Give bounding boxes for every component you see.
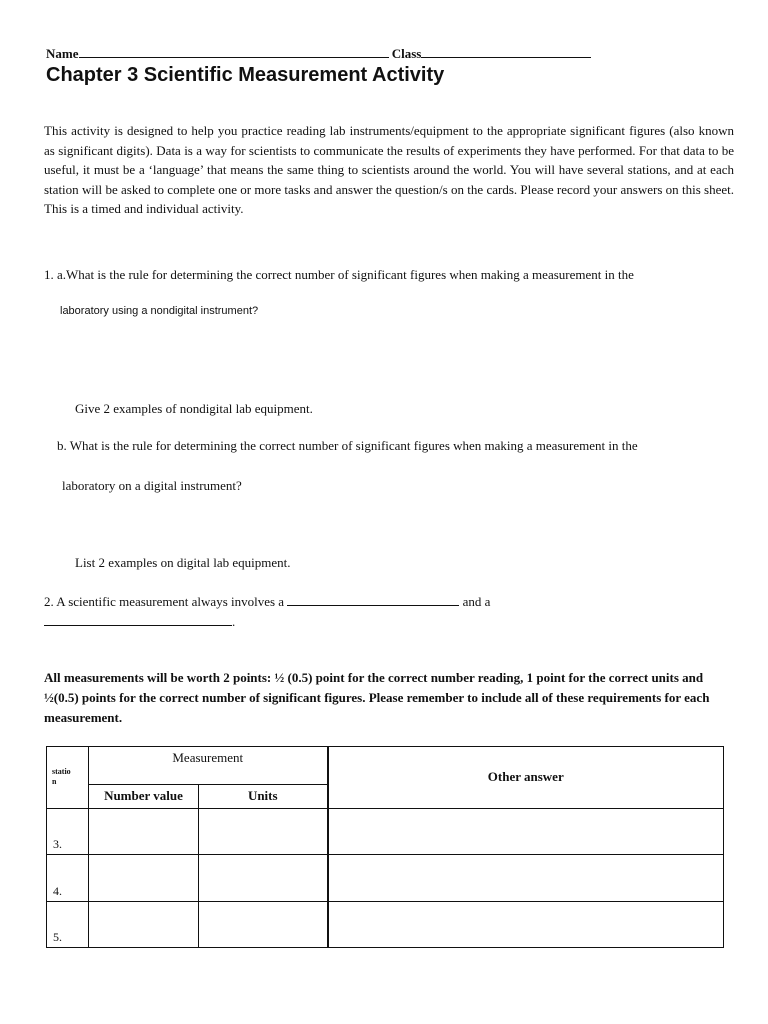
other-answer-header: Other answer [328,747,724,809]
question-1a: 1. a.What is the rule for determining the correct number of significant figures when making a measurement in the [44,267,634,282]
name-label: Name [46,46,79,61]
number-value-cell[interactable] [89,808,199,854]
question-1a-continued: laboratory using a nondigital instrument? [60,305,259,317]
station-cell: 3. [47,808,89,854]
station-header-text: station [52,767,71,787]
question-2-text: 2. A scientific measurement always involves a [44,594,285,609]
intro-paragraph: This activity is designed to help you practice reading lab instruments/equipment to the appropriate significant figures (also known as significant digits). Data is a way for scientists to communicate the results of experiments they have performed. For that data to be useful, it must be a ‘language’ that means the same thing to scientists around the world. You will have several stations, and at each station will be asked to complete one or more tasks and answer the question/s on the cards. Please record your answers on this sheet. This is a timed and individual activity. [44,123,734,216]
other-answer-cell[interactable] [328,855,724,901]
measurement-table [46,746,724,948]
other-answer-cell[interactable] [328,808,724,854]
station-cell: 4. [47,855,89,901]
table-row [47,855,724,901]
question-1b-text: b. What is the rule for determining the correct number of significant figures when making a measurement in the [57,438,638,453]
header-line [46,44,591,62]
question-2-blank-2[interactable] [44,612,232,626]
points-note: All measurements will be worth 2 points: ½ (0.5) point for the correct number reading, 1 point for the correct units and ½(0.5) points for the correct number of significant figures. Please remember to include all of these requirements for each measurement. [44,670,710,725]
question-1b-examples: List 2 examples on digital lab equipment. [75,555,291,570]
number-value-cell[interactable] [89,901,199,948]
other-answer-cell[interactable] [328,901,724,948]
question-1a-examples: Give 2 examples of nondigital lab equipment. [75,401,313,416]
number-value-header: Number value [89,785,199,808]
question-2-blank-1[interactable] [287,592,459,606]
question-2-and: and a [462,594,491,609]
units-cell[interactable] [199,808,328,854]
station-header [47,747,89,809]
page-title: Chapter 3 Scientific Measurement Activity [46,64,445,86]
units-cell[interactable] [199,901,328,948]
question-2: 2. A scientific measurement always involves a and a . [44,594,491,629]
table-row [47,901,724,948]
name-field[interactable] [79,44,389,58]
measurement-header: Measurement [89,747,328,785]
station-cell: 5. [47,901,89,948]
table-row [47,808,724,854]
number-value-cell[interactable] [89,855,199,901]
units-cell[interactable] [199,855,328,901]
units-header: Units [199,785,328,808]
question-1b [44,436,744,456]
class-field[interactable] [421,44,591,58]
class-label: Class [391,46,422,61]
question-1b-continued: laboratory on a digital instrument? [62,478,242,493]
